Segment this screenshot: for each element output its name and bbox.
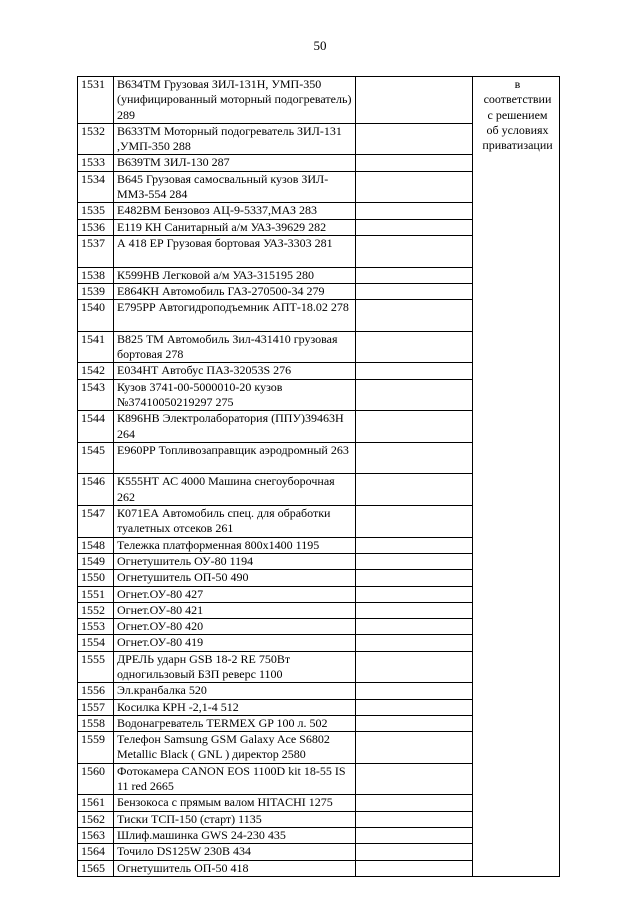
item-description: К896НВ Электролаборатория (ППУ)39463Н 264	[114, 411, 356, 443]
item-description: Бензокоса с прямым валом HITACHI 1275	[114, 795, 356, 811]
empty-cell	[356, 300, 473, 332]
item-description: Огнетушитель ОП-50 418	[114, 860, 356, 876]
empty-cell	[356, 171, 473, 203]
row-number: 1560	[78, 763, 114, 795]
empty-cell	[356, 586, 473, 602]
item-description: Кузов 3741-00-5000010-20 кузов №37410050219297 275	[114, 379, 356, 411]
row-number: 1563	[78, 827, 114, 843]
item-description: Е034НТ Автобус ПАЗ-32053S 276	[114, 363, 356, 379]
row-number: 1540	[78, 300, 114, 332]
item-description: Е795РР Автогидроподъемник АПТ-18.02 278	[114, 300, 356, 332]
item-description: Тележка платформенная 800х1400 1195	[114, 537, 356, 553]
item-description: Е482ВМ Бензовоз АЦ-9-5337,МАЗ 283	[114, 203, 356, 219]
empty-cell	[356, 619, 473, 635]
empty-cell	[356, 683, 473, 699]
item-description: В645 Грузовая самосвальный кузов ЗИЛ-ММЗ-554 284	[114, 171, 356, 203]
item-description: К555НТ АС 4000 Машина снегоуборочная 262	[114, 474, 356, 506]
item-description: Фотокамера CANON EOS 1100D kit 18-55 IS 11 red 2665	[114, 763, 356, 795]
row-number: 1565	[78, 860, 114, 876]
empty-cell	[356, 331, 473, 363]
empty-cell	[356, 844, 473, 860]
empty-cell	[356, 827, 473, 843]
row-number: 1557	[78, 699, 114, 715]
item-description: Огнет.ОУ-80 427	[114, 586, 356, 602]
row-number: 1542	[78, 363, 114, 379]
row-number: 1547	[78, 506, 114, 538]
item-description: В634ТМ Грузовая ЗИЛ-131Н, УМП-350 (унифицированный моторный подогреватель) 289	[114, 77, 356, 124]
row-number: 1545	[78, 442, 114, 474]
item-description: К071ЕА Автомобиль спец. для обработки туалетных отсеков 261	[114, 506, 356, 538]
empty-cell	[356, 411, 473, 443]
row-number: 1554	[78, 635, 114, 651]
empty-cell	[356, 537, 473, 553]
table-row	[78, 77, 560, 124]
empty-cell	[356, 602, 473, 618]
item-description: Огнетушитель ОП-50 490	[114, 570, 356, 586]
item-description: Эл.кранбалка 520	[114, 683, 356, 699]
row-number: 1537	[78, 235, 114, 267]
row-number: 1534	[78, 171, 114, 203]
row-number: 1535	[78, 203, 114, 219]
row-number: 1562	[78, 811, 114, 827]
item-description: Огнет.ОУ-80 421	[114, 602, 356, 618]
item-description: Е864КН Автомобиль ГАЗ-270500-34 279	[114, 283, 356, 299]
item-description: Огнетушитель ОУ-80 1194	[114, 553, 356, 569]
item-description: В825 ТМ Автомобиль Зил-431410 грузовая бортовая 278	[114, 331, 356, 363]
privatization-note-line: с решением	[487, 107, 548, 122]
empty-cell	[356, 267, 473, 283]
item-description: Е960РР Топливозаправщик аэродромный 263	[114, 442, 356, 474]
row-number: 1543	[78, 379, 114, 411]
row-number: 1539	[78, 283, 114, 299]
privatization-note-line: в	[514, 77, 521, 91]
row-number: 1555	[78, 651, 114, 683]
row-number: 1533	[78, 155, 114, 171]
item-description: Е119 КН Санитарный а/м УАЗ-39629 282	[114, 219, 356, 235]
empty-cell	[356, 553, 473, 569]
empty-cell	[356, 651, 473, 683]
empty-cell	[356, 715, 473, 731]
row-number: 1553	[78, 619, 114, 635]
empty-cell	[356, 379, 473, 411]
item-description: К599НВ Легковой а/м УАЗ-315195 280	[114, 267, 356, 283]
empty-cell	[356, 203, 473, 219]
empty-cell	[356, 219, 473, 235]
item-description: В639ТМ ЗИЛ-130 287	[114, 155, 356, 171]
row-number: 1561	[78, 795, 114, 811]
row-number: 1548	[78, 537, 114, 553]
privatization-note-line: об условиях	[486, 122, 549, 137]
row-number: 1538	[78, 267, 114, 283]
empty-cell	[356, 155, 473, 171]
item-description: А 418 ЕР Грузовая бортовая УАЗ-3303 281	[114, 235, 356, 267]
empty-cell	[356, 811, 473, 827]
row-number: 1531	[78, 77, 114, 124]
row-number: 1550	[78, 570, 114, 586]
empty-cell	[356, 635, 473, 651]
item-description: ДРЕЛЬ ударн GSB 18-2 RE 750Вт одногильзовый БЗП реверс 1100	[114, 651, 356, 683]
empty-cell	[356, 442, 473, 474]
page-number: 50	[313, 38, 327, 53]
item-description: Косилка КРН -2,1-4 512	[114, 699, 356, 715]
empty-cell	[356, 699, 473, 715]
row-number: 1532	[78, 123, 114, 155]
row-number: 1541	[78, 331, 114, 363]
row-number: 1546	[78, 474, 114, 506]
row-number: 1556	[78, 683, 114, 699]
row-number: 1558	[78, 715, 114, 731]
item-description: Телефон Samsung GSM Galaxy Ace S6802 Metallic Black ( GNL ) директор 2580	[114, 732, 356, 764]
empty-cell	[356, 506, 473, 538]
empty-cell	[356, 123, 473, 155]
row-number: 1536	[78, 219, 114, 235]
inventory-table	[77, 76, 560, 877]
item-description: Тиски ТСП-150 (старт) 1135	[114, 811, 356, 827]
empty-cell	[356, 77, 473, 124]
empty-cell	[356, 474, 473, 506]
privatization-note	[473, 77, 560, 877]
item-description: Огнет.ОУ-80 420	[114, 619, 356, 635]
item-description: Шлиф.машинка GWS 24-230 435	[114, 827, 356, 843]
row-number: 1564	[78, 844, 114, 860]
empty-cell	[356, 283, 473, 299]
item-description: В633ТМ Моторный подогреватель ЗИЛ-131 ,УМП-350 288	[114, 123, 356, 155]
row-number: 1549	[78, 553, 114, 569]
item-description: Водонагреватель TERMEX GP 100 л. 502	[114, 715, 356, 731]
empty-cell	[356, 732, 473, 764]
row-number: 1551	[78, 586, 114, 602]
empty-cell	[356, 363, 473, 379]
empty-cell	[356, 570, 473, 586]
empty-cell	[356, 860, 473, 876]
row-number: 1559	[78, 732, 114, 764]
privatization-note-line: соответствии	[483, 92, 552, 107]
privatization-note-line: приватизации	[482, 138, 553, 153]
empty-cell	[356, 235, 473, 267]
item-description: Огнет.ОУ-80 419	[114, 635, 356, 651]
row-number: 1552	[78, 602, 114, 618]
empty-cell	[356, 763, 473, 795]
row-number: 1544	[78, 411, 114, 443]
empty-cell	[356, 795, 473, 811]
item-description: Точило DS125W 230В 434	[114, 844, 356, 860]
